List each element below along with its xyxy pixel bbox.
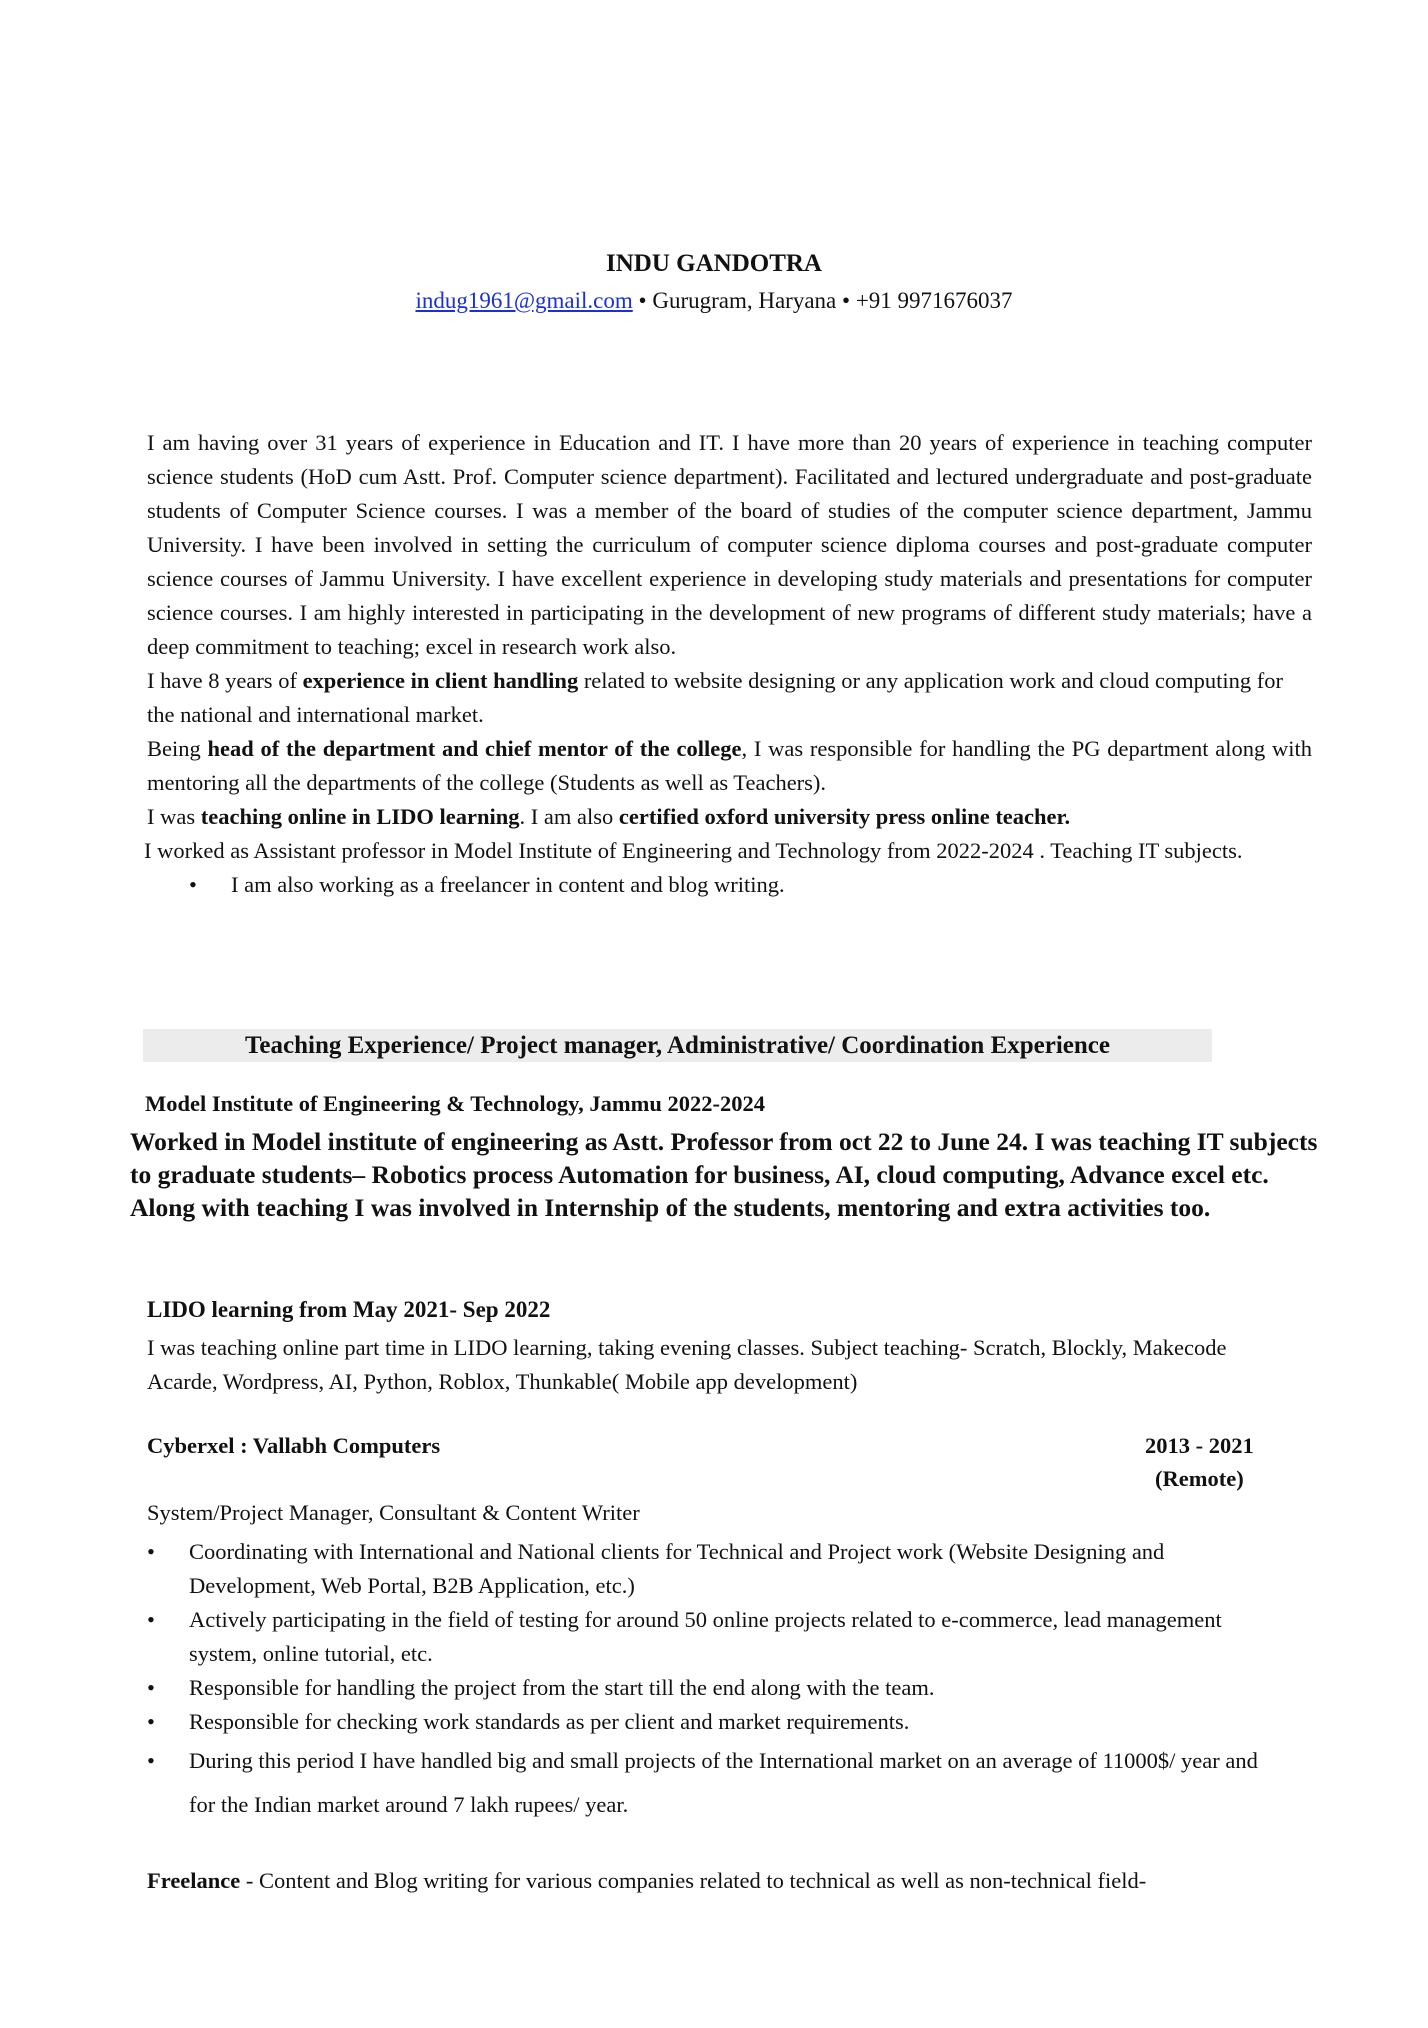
- separator: •: [836, 288, 856, 313]
- email-link[interactable]: indug1961@gmail.com: [415, 288, 633, 313]
- text: During this period I have handled big and small projects of the International market on an average of 11000$/ year and for the Indian market around 7 lakh rupees/ year.: [189, 1748, 1258, 1817]
- freelance-text: - Content and Blog writing for various companies related to technical as well as non-technical field-: [240, 1868, 1147, 1893]
- cyberxel-role: System/Project Manager, Consultant & Content Writer: [147, 1500, 640, 1525]
- list-item: [147, 1535, 1267, 1603]
- bullet-icon: •: [147, 1748, 155, 1773]
- text: Being: [147, 736, 208, 761]
- bullet-icon: •: [147, 1709, 155, 1734]
- text: Responsible for handling the project from the start till the end along with the team.: [189, 1675, 935, 1700]
- text: I am also working as a freelancer in content and blog writing.: [231, 872, 785, 897]
- cyberxel-heading: Cyberxel : Vallabh Computers: [147, 1433, 441, 1458]
- freelance-line: [147, 1868, 1146, 1894]
- text: , I was responsible for handling the PG department along with mentoring all the departments of the college (Students as well as Teachers).: [147, 736, 1313, 795]
- summary-section: [144, 426, 1313, 902]
- phone: +91 9971676037: [855, 288, 1013, 313]
- lido-description: I was teaching online part time in LIDO learning, taking evening classes. Subject teaching- Scratch, Blockly, Makecode Acarde, Wordpress, AI, Python, Roblox, Thunkable( Mobile app development): [147, 1335, 1227, 1394]
- hod-paragraph: [147, 732, 1312, 800]
- client-handling-paragraph: [147, 664, 1312, 732]
- cyberxel-years: 2013 - 2021: [1145, 1433, 1254, 1458]
- candidate-name: INDU GANDOTRA: [606, 250, 822, 277]
- bold-text: head of the department and chief mentor of the college: [207, 736, 742, 761]
- cyberxel-mode: (Remote): [1155, 1466, 1244, 1491]
- separator: •: [632, 288, 653, 313]
- freelancer-bullet: [189, 868, 1312, 902]
- text: I was: [147, 804, 201, 829]
- model-institute-description: [130, 1125, 1330, 1224]
- text: Coordinating with International and National clients for Technical and Project work (Website Designing and Development, Web Portal, B2B Application, etc.): [189, 1539, 1165, 1598]
- list-item: [147, 1739, 1267, 1827]
- bullet-icon: •: [147, 1539, 155, 1564]
- list-item: [147, 1671, 1267, 1705]
- text: related to website designing or any application work and cloud computing for the national and international market.: [147, 668, 1284, 727]
- cyberxel-responsibilities: [147, 1535, 1267, 1827]
- text: Actively participating in the field of testing for around 50 online projects related to e-commerce, lead management system, online tutorial, etc.: [189, 1607, 1222, 1666]
- list-item: [147, 1705, 1267, 1739]
- contact-line: [0, 288, 1428, 314]
- model-desc-2: Along with teaching I was involved in Internship of the students, mentoring and extra activities too.: [130, 1193, 1211, 1222]
- section-title: Teaching Experience/ Project manager, Administrative/ Coordination Experience: [245, 1032, 1110, 1059]
- lido-heading: LIDO learning from May 2021- Sep 2022: [147, 1297, 551, 1322]
- model-institute-heading: Model Institute of Engineering & Technology, Jammu 2022-2024: [145, 1091, 766, 1116]
- bullet-icon: •: [147, 1607, 155, 1632]
- bold-text: certified oxford university press online teacher.: [618, 804, 1071, 829]
- text: . I am also: [519, 804, 619, 829]
- model-desc-1: Worked in Model institute of engineering as Astt. Professor from oct 22 to June 24. I was teaching IT subjects to graduate students– Robotics process Automation for business, AI, cloud computing, Advance excel etc.: [130, 1127, 1318, 1189]
- lido-paragraph: [147, 800, 1312, 834]
- text: Responsible for checking work standards as per client and market requirements.: [189, 1709, 910, 1734]
- bold-text: teaching online in LIDO learning: [200, 804, 520, 829]
- bold-text: experience in client handling: [302, 668, 579, 693]
- bullet-icon: •: [147, 1675, 155, 1700]
- assistant-professor-paragraph: I worked as Assistant professor in Model Institute of Engineering and Technology from 2022-2024 . Teaching IT subjects.: [144, 838, 1243, 863]
- text: I have 8 years of: [147, 668, 303, 693]
- location: Gurugram, Haryana: [652, 288, 837, 313]
- summary-paragraph: I am having over 31 years of experience in Education and IT. I have more than 20 years of experience in teaching computer science students (HoD cum Astt. Prof. Computer science department). Facilitated and lectured undergraduate and post-graduate students of Computer Science courses. I was a member of the board of studies of the computer science department, Jammu University. I have been involved in setting the curriculum of computer science diploma courses and post-graduate computer science courses of Jammu University. I have excellent experience in developing study materials and presentations for computer science courses. I am highly interested in participating in the development of new programs of different study materials; have a deep commitment to teaching; excel in research work also.: [147, 430, 1312, 659]
- bullet-icon: •: [189, 872, 197, 897]
- list-item: [147, 1603, 1267, 1671]
- freelance-label: Freelance: [147, 1868, 241, 1893]
